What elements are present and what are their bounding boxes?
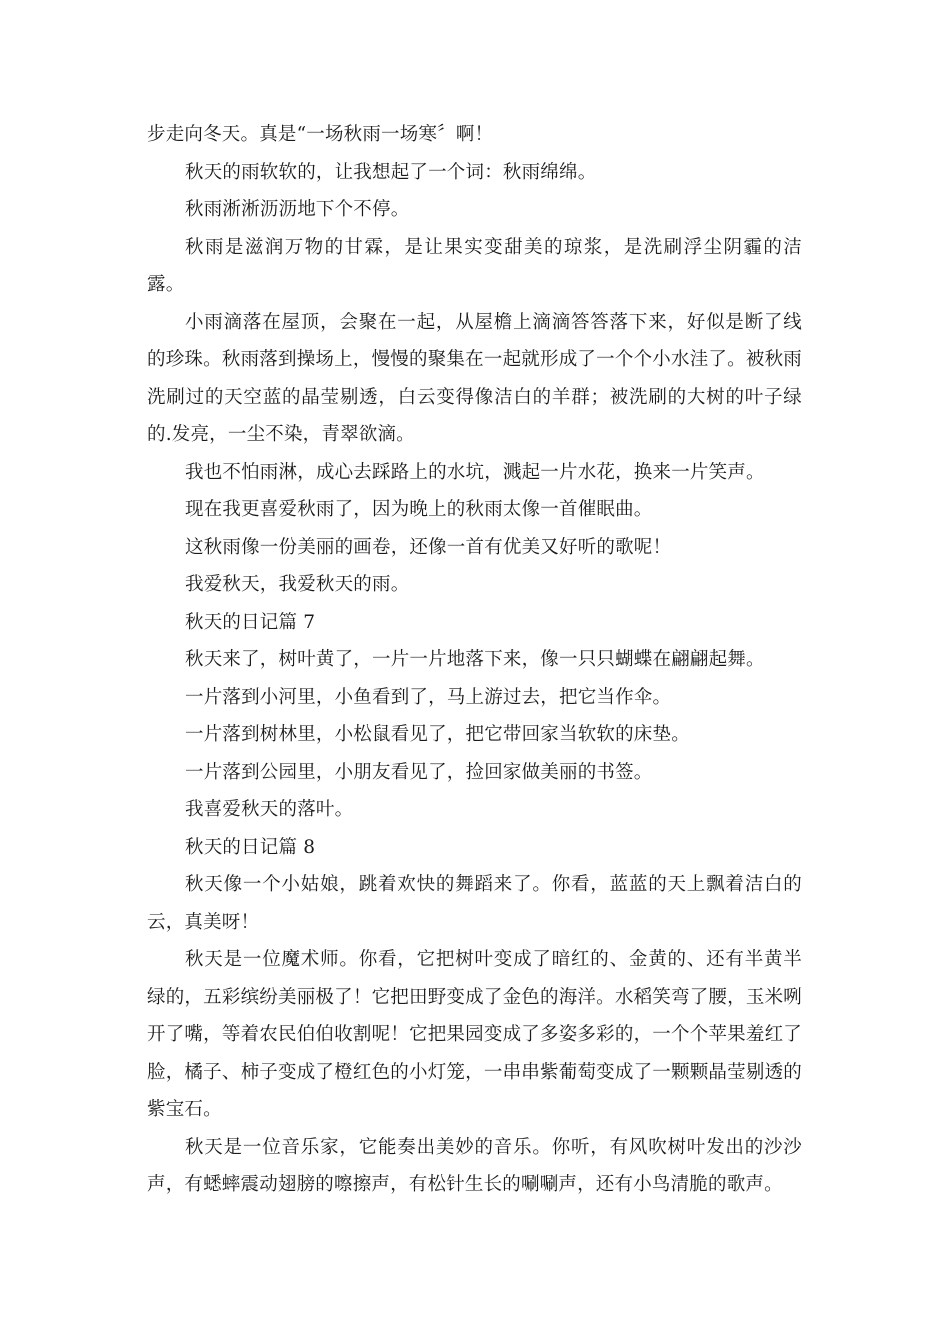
paragraph: 秋雨淅淅沥沥地下个不停。 xyxy=(185,199,410,220)
paragraph: 秋天像一个小姑娘，跳着欢快的舞蹈来了。你看，蓝蓝的天上飘着洁白的云，真美呀！ xyxy=(147,874,802,933)
paragraph: 我爱秋天，我爱秋天的雨。 xyxy=(185,574,410,595)
paragraph: 一片落到公园里，小朋友看见了，捡回家做美丽的书签。 xyxy=(185,761,653,783)
paragraph: 秋天来了，树叶黄了，一片一片地落下来，像一只只蝴蝶在翩翩起舞。 xyxy=(185,649,765,670)
paragraph: 秋雨是滋润万物的甘霖，是让果实变甜美的琼浆，是洗刷浮尘阴霾的洁露。 xyxy=(147,236,802,295)
paragraph: 我也不怕雨淋，成心去踩路上的水坑，溅起一片水花，换来一片笑声。 xyxy=(185,461,765,483)
paragraph: 小雨滴落在屋顶，会聚在一起，从屋檐上滴滴答答落下来，好似是断了线的珍珠。秋雨落到操场上，慢慢的聚集在一起就形成了一个个小水洼了。被秋雨洗刷过的天空蓝的晶莹剔透，白云变得像洁白的羊群；被洗刷的大树的叶子绿的.发亮，一尘不染，青翠欲滴。 xyxy=(147,311,802,445)
paragraph: 一片落到小河里，小鱼看到了，马上游过去，把它当作伞。 xyxy=(185,686,672,708)
paragraph: 一片落到树林里，小松鼠看见了，把它带回家当软软的床垫。 xyxy=(185,724,690,745)
section-heading: 秋天的日记篇 7 xyxy=(185,611,316,633)
paragraph: 秋天的雨软软的，让我想起了一个词：秋雨绵绵。 xyxy=(185,161,597,183)
paragraph: 秋天是一位音乐家，它能奏出美妙的音乐。你听，有风吹树叶发出的沙沙声，有蟋蟀震动翅膀的嚓擦声，有松针生长的唰唰声，还有小鸟清脆的歌声。 xyxy=(147,1136,802,1195)
paragraph-continued: 步走向冬天。真是“一场秋雨一场寒〞啊！ xyxy=(147,124,494,145)
section-heading: 秋天的日记篇 8 xyxy=(185,836,316,858)
paragraph: 现在我更喜爱秋雨了，因为晚上的秋雨太像一首催眠曲。 xyxy=(185,499,653,520)
paragraph: 这秋雨像一份美丽的画卷，还像一首有优美又好听的歌呢！ xyxy=(185,536,672,558)
paragraph: 秋天是一位魔术师。你看，它把树叶变成了暗红的、金黄的、还有半黄半绿的，五彩缤纷美丽极了！它把田野变成了金色的海洋。水稻笑弯了腰，玉米咧开了嘴，等着农民伯伯收割呢！它把果园变成了多姿多彩的，一个个苹果羞红了脸，橘子、柿子变成了橙红色的小灯笼，一串串紫葡萄变成了一颗颗晶莹剔透的紫宝石。 xyxy=(147,949,802,1120)
paragraph: 我喜爱秋天的落叶。 xyxy=(185,799,354,820)
document-body xyxy=(147,116,802,1204)
